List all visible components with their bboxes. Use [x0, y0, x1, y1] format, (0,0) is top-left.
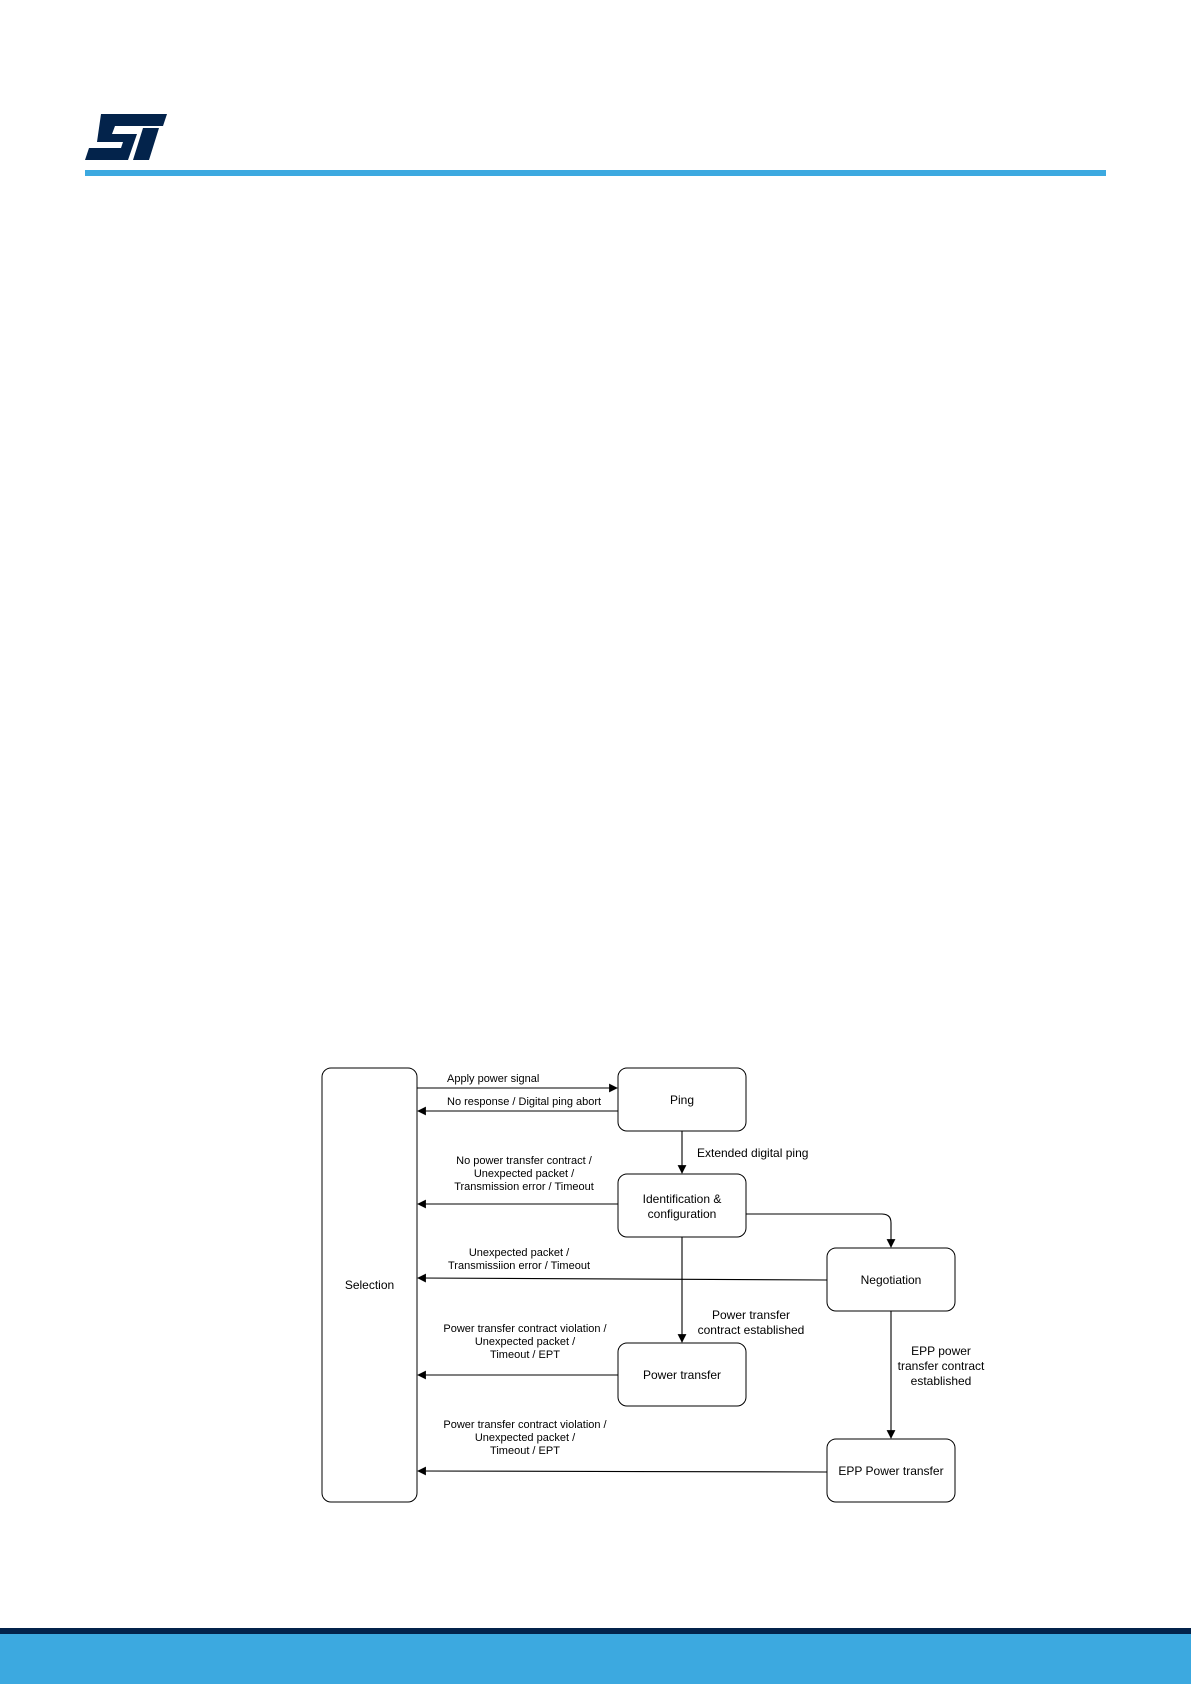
state-power-transfer-label: Power transfer	[642, 1368, 722, 1382]
edge-contract-established-label: Power transfer	[711, 1308, 791, 1322]
edge-neg-to-selection-label: Unexpected packet /	[468, 1247, 570, 1259]
edge-no-response-label: No response / Digital ping abort	[447, 1096, 602, 1108]
edge-neg-to-selection-label: Transmissiion error / Timeout	[447, 1260, 591, 1272]
footer-blue-band	[0, 1634, 1191, 1684]
edge-neg-to-selection	[418, 1278, 827, 1280]
edge-id-to-negotiation	[746, 1214, 891, 1247]
edge-id-to-selection-label: Transmission error / Timeout	[454, 1181, 594, 1193]
edge-epp-contract-label: established	[910, 1374, 972, 1388]
edge-apply-power-label: Apply power signal	[447, 1073, 540, 1085]
edge-id-to-selection-label: No power transfer contract /	[456, 1155, 592, 1167]
state-negotiation-label: Negotiation	[860, 1273, 922, 1287]
edge-pt-to-selection-label: Power transfer contract violation /	[443, 1323, 607, 1335]
edge-epp-to-selection-label: Timeout / EPT	[490, 1445, 560, 1457]
edge-epp-contract-label: transfer contract	[897, 1359, 985, 1373]
edge-pt-to-selection-label: Timeout / EPT	[490, 1349, 560, 1361]
state-identification-label: configuration	[647, 1207, 717, 1221]
state-ping-label: Ping	[669, 1093, 695, 1107]
edge-contract-established-label: contract established	[697, 1323, 805, 1337]
edge-id-to-selection-label: Unexpected packet /	[473, 1168, 575, 1180]
edge-epp-to-selection	[418, 1471, 827, 1472]
edge-epp-to-selection-label: Power transfer contract violation /	[443, 1419, 607, 1431]
edge-epp-contract-label: EPP power	[911, 1344, 971, 1358]
state-identification-label: Identification &	[642, 1192, 722, 1206]
edge-extended-ping-label: Extended digital ping	[697, 1146, 809, 1160]
state-epp-power-transfer-label: EPP Power transfer	[838, 1464, 944, 1478]
edge-pt-to-selection-label: Unexpected packet /	[474, 1336, 576, 1348]
edge-epp-to-selection-label: Unexpected packet /	[474, 1432, 576, 1444]
state-selection-label: Selection	[344, 1278, 395, 1292]
